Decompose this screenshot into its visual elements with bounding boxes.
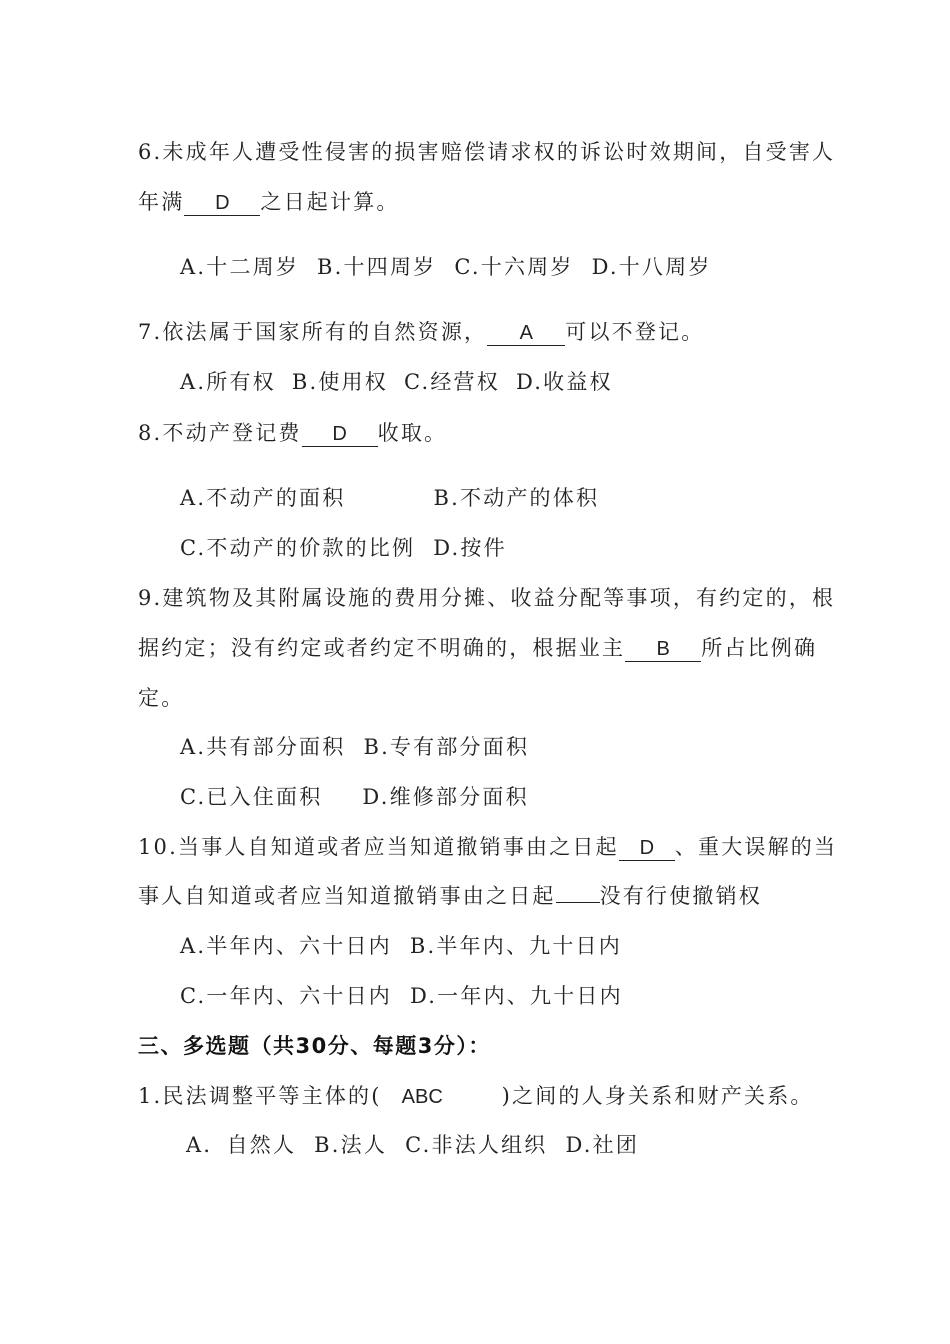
q8-options-row2 (180, 534, 507, 562)
s3-q1-option-a: A．自然人 (186, 1133, 297, 1157)
q9-stem-pre: 据约定；没有约定或者约定不明确的，根据业主 (138, 636, 626, 660)
q10-option-b: B.半年内、九十日内 (409, 934, 622, 958)
q8-option-b: B.不动产的体积 (433, 486, 600, 510)
q7-option-d: D.收益权 (515, 370, 613, 394)
q10-stem-line2 (138, 882, 762, 910)
s3-q1-stem-post: )之间的人身关系和财产关系。 (501, 1084, 814, 1108)
q6-option-c: C.十六周岁 (454, 255, 574, 279)
q9-option-d: D.维修部分面积 (362, 785, 529, 809)
q6-stem-line2 (138, 188, 400, 216)
q10-options-row1 (180, 932, 622, 960)
q8-answer-blank: D (302, 422, 378, 447)
q9-stem-line1: 9.建筑物及其附属设施的费用分摊、收益分配等事项，有约定的，根 (138, 586, 836, 610)
s3-q1-stem-pre: 1.民法调整平等主体的( (138, 1084, 382, 1108)
q10-answer-blank: D (619, 836, 675, 861)
q10-stem-pre: 10.当事人自知道或者应当知道撤销事由之日起 (138, 835, 619, 859)
q9-answer-blank: B (625, 637, 701, 662)
q9-options-row2 (180, 783, 529, 811)
s3-q1-options (186, 1131, 639, 1159)
q8-stem (138, 419, 447, 447)
s3-q1-option-b: B.法人 (314, 1133, 388, 1157)
q6-options (180, 253, 712, 281)
q10-option-c: C.一年内、六十日内 (180, 984, 392, 1008)
q9-option-b: B.专有部分面积 (363, 735, 530, 759)
q10-stem-post: 、重大误解的当 (674, 835, 838, 859)
q6-option-b: B.十四周岁 (317, 255, 437, 279)
q7-option-b: B.使用权 (291, 370, 388, 394)
q7-option-c: C.经营权 (403, 370, 500, 394)
q8-option-a: A.不动产的面积 (180, 486, 346, 510)
q10-stem-post2: 没有行使撤销权 (599, 884, 763, 908)
q10-second-blank (556, 902, 600, 903)
q9-option-c: C.已入住面积 (180, 785, 323, 809)
q9-stem-line3: 定。 (138, 686, 185, 710)
q6-stem-line1: 6.未成年人遭受性侵害的损害赔偿请求权的诉讼时效期间，自受害人 (138, 140, 836, 164)
q9-options-row1 (180, 733, 529, 761)
q10-option-d: D.一年内、九十日内 (410, 984, 623, 1008)
q8-option-c: C.不动产的价款的比例 (180, 536, 416, 560)
q7-stem-post: 可以不登记。 (565, 320, 705, 344)
q7-option-a: A.所有权 (180, 370, 276, 394)
q8-stem-pre: 8.不动产登记费 (138, 421, 302, 445)
s3-q1-answer: ABC (401, 1086, 443, 1108)
s3-q1-option-c: C.非法人组织 (405, 1133, 548, 1157)
q6-stem-post: 之日起计算。 (260, 190, 400, 214)
q7-options (180, 368, 613, 396)
q9-option-a: A.共有部分面积 (180, 735, 346, 759)
section3-heading: 三、多选题（共30分、每题3分）： (138, 1034, 491, 1058)
q6-option-a: A.十二周岁 (180, 255, 300, 279)
q7-stem (138, 318, 704, 346)
q10-stem-pre2: 事人自知道或者应当知道撤销事由之日起 (138, 884, 556, 908)
q6-stem-pre: 年满 (138, 190, 185, 214)
s3-q1-stem (138, 1082, 814, 1111)
q7-stem-pre: 7.依法属于国家所有的自然资源， (138, 320, 488, 344)
q8-stem-post: 收取。 (377, 421, 448, 445)
q10-option-a: A.半年内、六十日内 (180, 934, 392, 958)
q8-options-row1 (180, 484, 599, 512)
q10-stem-line1 (138, 833, 837, 861)
q7-answer-blank: A (487, 321, 565, 346)
s3-q1-option-d: D.社团 (565, 1133, 640, 1157)
q10-options-row2 (180, 982, 623, 1010)
q6-option-d: D.十八周岁 (591, 255, 712, 279)
q9-stem-post: 所占比例确 (701, 636, 818, 660)
q9-stem-line2 (138, 634, 817, 662)
q6-answer-blank: D (184, 191, 260, 216)
q8-option-d: D.按件 (433, 536, 507, 560)
